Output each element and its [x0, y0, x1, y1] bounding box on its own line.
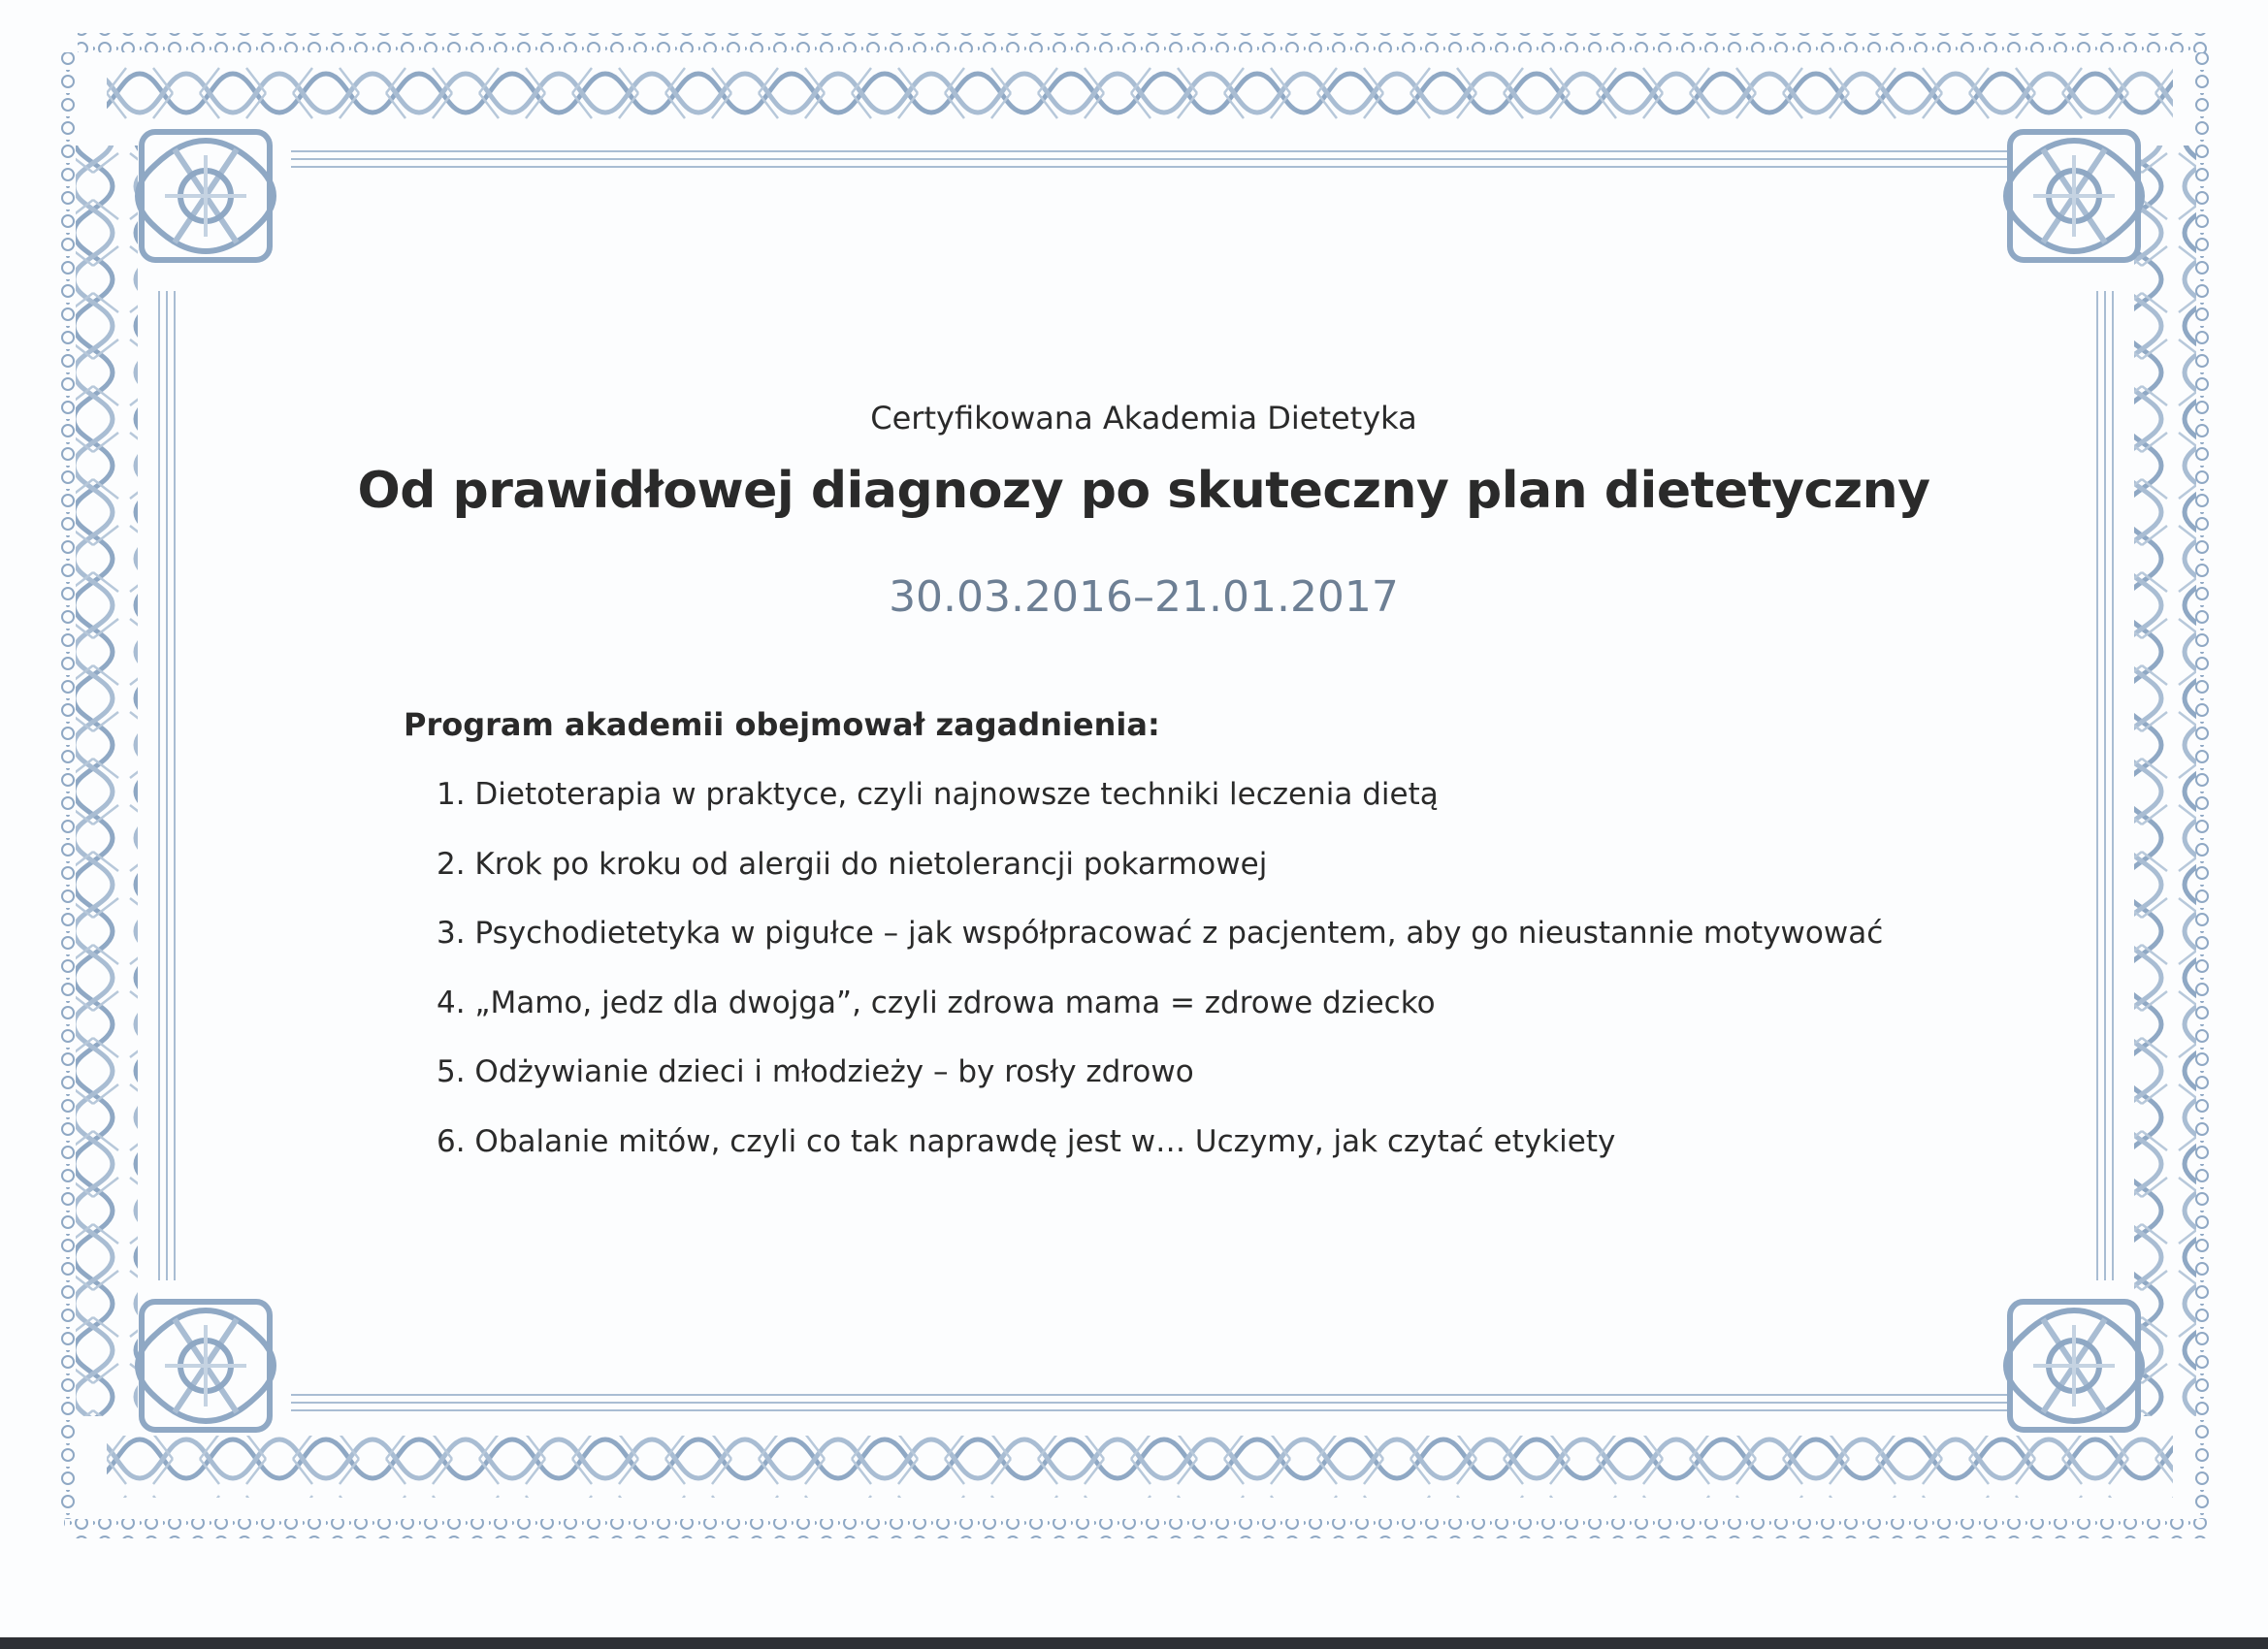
topic-item: 2. Krok po kroku od alergii do nietolerancji pokarmowej: [437, 846, 1268, 882]
topic-item: 1. Dietoterapia w praktyce, czyli najnowsze techniki leczenia dietą: [437, 777, 1439, 812]
topic-list: [437, 774, 1883, 1191]
academy-name: Certyfikowana Akademia Dietetyka: [870, 400, 1417, 436]
scan-edge: [0, 1637, 2268, 1649]
topic-item: 3. Psychodietetyka w pigułce – jak współpracować z pacjentem, aby go nieustannie motywować: [437, 916, 1884, 952]
topic-item: 6. Obalanie mitów, czyli co tak naprawdę jest w… Uczymy, jak czytać etykiety: [437, 1123, 1616, 1159]
certificate-title: Od prawidłowej diagnozy po skuteczny plan dietetyczny: [357, 462, 1930, 520]
topic-item: 4. „Mamo, jedz dla dwojga”, czyli zdrowa mama = zdrowe dziecko: [437, 985, 1436, 1020]
topic-item: 5. Odżywianie dzieci i młodzieży – by rosły zdrowo: [437, 1054, 1194, 1090]
date-range: 30.03.2016–21.01.2017: [889, 572, 1399, 622]
program-heading: Program akademii obejmował zagadnienia:: [404, 706, 1160, 743]
